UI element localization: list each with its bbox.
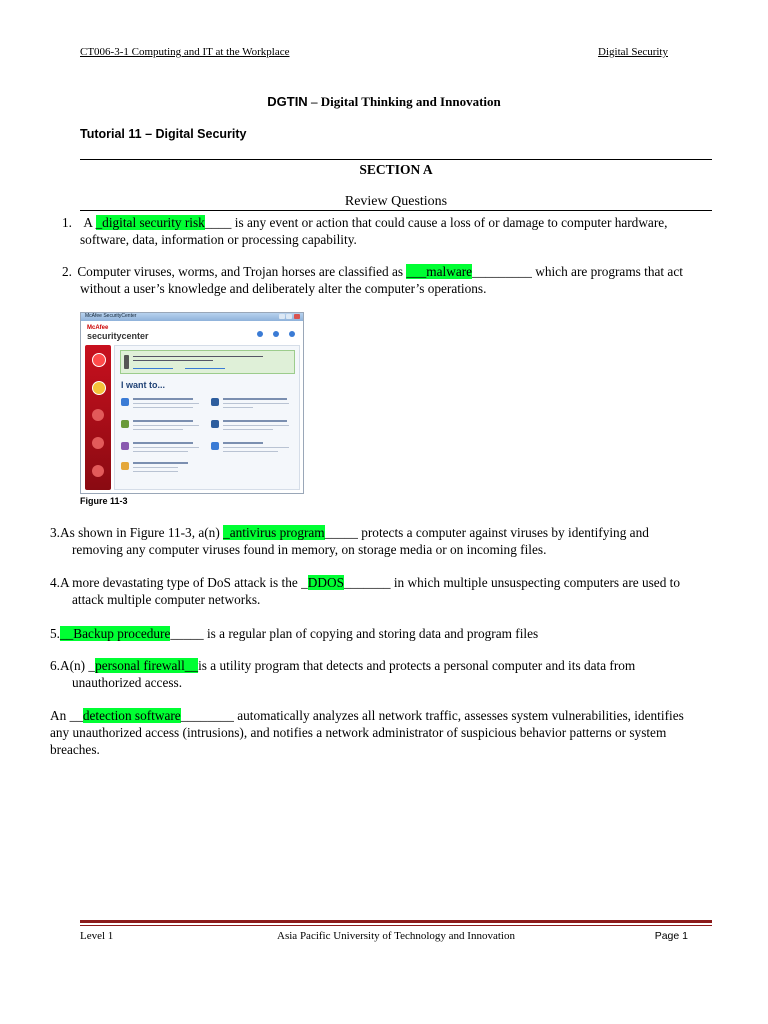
answer-highlight: ___malware — [406, 264, 473, 279]
answer-highlight: detection software — [82, 708, 181, 723]
question-text: ________ automatically analyzes all network traffic, assesses system vulnerabilities, identifies — [180, 708, 684, 723]
shield-icon — [92, 353, 106, 367]
question-number: 1. — [62, 215, 72, 230]
question-text: without a user’s knowledge and deliberately alter the computer’s operations. — [80, 281, 487, 296]
text-line — [223, 407, 253, 408]
text-line — [133, 403, 199, 404]
question-text: _____ is a regular plan of copying and storing data and program files — [170, 626, 539, 641]
maximize-icon — [286, 314, 292, 319]
question-text: is a utility program that detects and protects a personal computer and its data from — [198, 658, 636, 673]
text-line — [133, 407, 193, 408]
question-1 — [62, 214, 714, 248]
answer-highlight: DDOS — [307, 575, 344, 590]
answer-highlight: _antivirus program — [223, 525, 325, 540]
question-4 — [50, 574, 716, 608]
brand-small: McAfee — [87, 325, 109, 331]
answer-highlight: __Backup procedure — [59, 626, 171, 641]
firewall-icon — [92, 409, 104, 421]
text-line — [133, 471, 178, 472]
test-icon — [211, 442, 219, 450]
status-icon — [124, 355, 129, 369]
text-line — [133, 356, 263, 357]
window-titlebar — [81, 313, 303, 321]
text-line — [223, 447, 289, 448]
text-line — [133, 429, 183, 430]
virus-info-icon — [121, 442, 129, 450]
text-line — [133, 447, 199, 448]
i-want-to-heading: I want to... — [121, 380, 165, 390]
text-line — [223, 420, 287, 422]
text-line — [133, 462, 188, 464]
section-top-rule — [80, 159, 712, 160]
text-line — [223, 442, 263, 444]
footer-rule-thick — [80, 920, 712, 923]
quarantine-icon — [121, 420, 129, 428]
window-title: McAfee SecurityCenter — [85, 313, 137, 319]
document-title — [0, 94, 768, 110]
question-text: _______ in which multiple unsuspecting computers are used to — [343, 575, 681, 590]
question-text: 4.A more devastating type of DoS attack is the _ — [50, 575, 308, 590]
scan-icon — [121, 398, 129, 406]
text-line — [133, 398, 193, 400]
question-5 — [50, 625, 716, 642]
question-text: removing any computer viruses found in memory, on storage media or on incoming files. — [72, 542, 547, 557]
text-line — [133, 451, 188, 452]
question-text: breaches. — [50, 742, 100, 757]
header-topic: Digital Security — [598, 46, 668, 58]
home-icon — [92, 381, 106, 395]
text-line — [133, 360, 213, 361]
title-suffix: – Digital Thinking and Innovation — [307, 94, 501, 109]
question-6 — [50, 657, 716, 691]
status-banner — [120, 350, 295, 374]
question-text: Computer viruses, worms, and Trojan horses are classified as — [77, 264, 407, 279]
text-line — [133, 442, 193, 444]
section-heading: SECTION A — [359, 162, 433, 177]
content-panel — [114, 345, 300, 490]
details-icon — [121, 462, 129, 470]
question-text: 5. — [50, 626, 60, 641]
text-line — [223, 451, 278, 452]
question-7 — [50, 707, 716, 758]
help-icon — [289, 331, 295, 337]
question-number: 2. — [62, 264, 72, 279]
text-line — [223, 398, 287, 400]
title-prefix: DGTIN — [267, 94, 308, 109]
text-line — [133, 368, 173, 369]
footer-page: Page 1 — [654, 930, 688, 942]
text-line — [133, 425, 199, 426]
question-text: any unauthorized access (intrusions), and notifies a network administrator of suspicious behavior patterns or system — [50, 725, 667, 740]
question-text: attack multiple computer networks. — [72, 592, 261, 607]
question-text: An __ — [50, 708, 83, 723]
close-icon — [294, 314, 300, 319]
privacy-icon — [92, 437, 104, 449]
text-line — [223, 403, 289, 404]
figure-screenshot — [80, 312, 304, 494]
question-text: _____ protects a computer against viruses by identifying and — [324, 525, 649, 540]
question-3 — [50, 524, 716, 558]
footer-rule-thin — [80, 925, 712, 926]
question-2 — [62, 263, 714, 297]
configure-icon — [211, 398, 219, 406]
answer-highlight: _digital security risk — [95, 215, 205, 230]
question-text: unauthorized access. — [72, 675, 183, 690]
support-icon — [273, 331, 279, 337]
footer-university: Asia Pacific University of Technology and Innovation — [277, 930, 515, 942]
answer-highlight: personal firewall__ — [95, 658, 199, 673]
world-map-icon — [211, 420, 219, 428]
update-icon — [257, 331, 263, 337]
review-rule — [80, 210, 712, 211]
tutorial-title: Tutorial 11 – Digital Security — [80, 127, 247, 141]
minimize-icon — [279, 314, 285, 319]
question-text: _________ which are programs that act — [472, 264, 683, 279]
spam-icon — [92, 465, 104, 477]
review-heading: Review Questions — [344, 194, 448, 209]
question-text: ____ is any event or action that could cause a loss of or damage to computer hardware, — [204, 215, 668, 230]
text-line — [185, 368, 225, 369]
question-text: 3.As shown in Figure 11-3, a(n) — [50, 525, 224, 540]
brand-name: securitycenter — [87, 331, 149, 341]
question-text: A — [83, 215, 96, 230]
text-line — [223, 425, 289, 426]
header-course: CT006-3-1 Computing and IT at the Workplace — [80, 46, 290, 58]
text-line — [133, 420, 193, 422]
question-text: software, data, information or processing capability. — [80, 232, 357, 247]
text-line — [223, 429, 273, 430]
text-line — [133, 467, 178, 468]
footer-level: Level 1 — [80, 930, 114, 942]
question-text: 6.A(n) _ — [50, 658, 96, 673]
figure-caption: Figure 11-3 — [80, 496, 128, 506]
sidebar-panel — [85, 345, 111, 490]
